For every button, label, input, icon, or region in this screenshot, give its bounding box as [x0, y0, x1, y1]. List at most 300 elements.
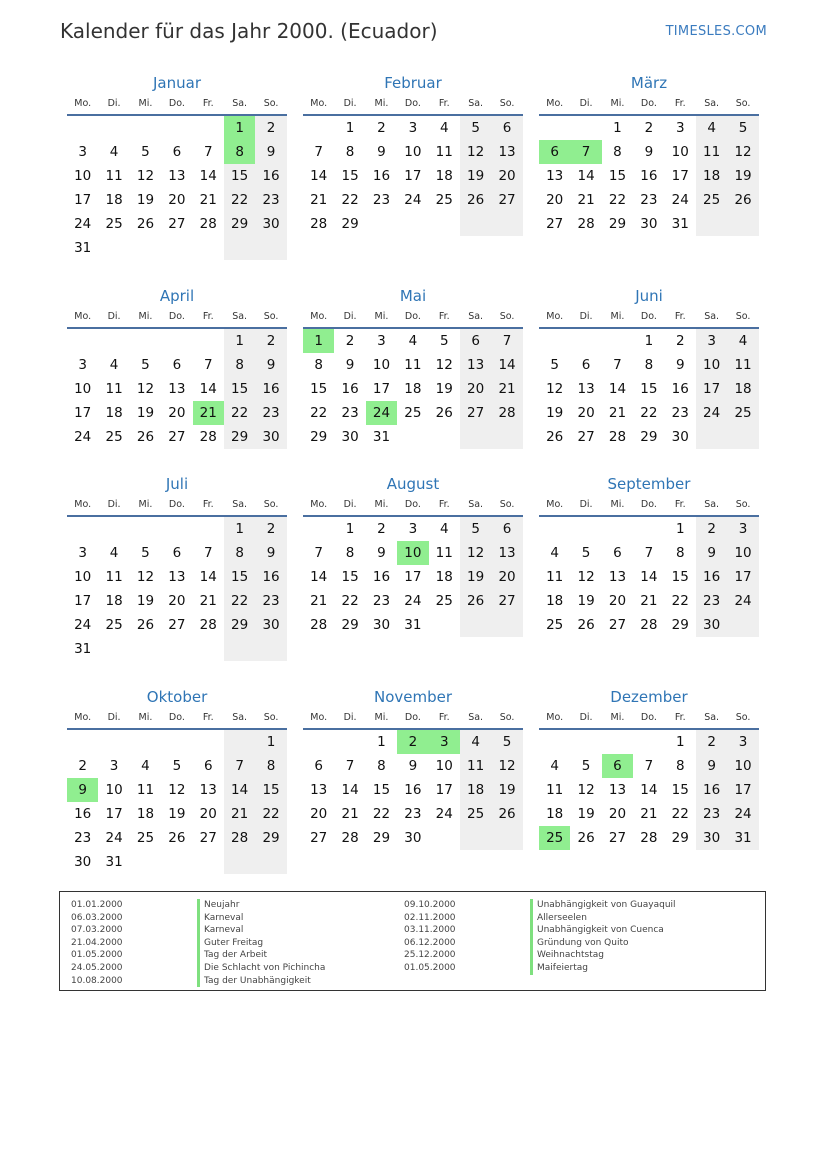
- weekday-label: Do.: [640, 499, 657, 510]
- weekday-label: Fr.: [438, 712, 450, 723]
- day-cell: 11: [105, 381, 123, 397]
- day-cell: 12: [168, 782, 186, 798]
- day-cell: 14: [640, 782, 658, 798]
- day-cell: 14: [310, 569, 328, 585]
- day-cell: 28: [310, 617, 328, 633]
- weekday-label: So.: [499, 311, 515, 322]
- day-cell: 18: [435, 569, 453, 585]
- holiday-entry: [404, 924, 734, 937]
- day-cell: 24: [696, 401, 727, 425]
- holiday-name: Tag der Arbeit: [197, 949, 267, 962]
- day-cell: 24: [74, 216, 92, 232]
- holiday-day-cell: 1: [224, 116, 255, 140]
- empty-cell: [491, 613, 522, 637]
- day-cell: 3: [727, 517, 758, 541]
- day-cell: 3: [78, 357, 87, 373]
- month-august: [303, 473, 523, 637]
- day-cell: 16: [372, 168, 391, 184]
- weekday-label: Mo.: [546, 712, 564, 723]
- holiday-day-cell: 7: [570, 140, 601, 164]
- day-cell: 25: [435, 593, 453, 609]
- empty-cell: [98, 236, 129, 260]
- day-cell: 16: [696, 778, 727, 802]
- weekday-label: Sa.: [468, 98, 484, 109]
- empty-cell: [224, 730, 255, 754]
- empty-cell: [429, 613, 460, 637]
- month-oktober: [67, 686, 287, 874]
- day-cell: 31: [372, 429, 391, 445]
- day-cell: 26: [460, 589, 491, 613]
- weekday-label: Sa.: [232, 499, 248, 510]
- weekday-label: Mi.: [374, 499, 389, 510]
- day-cell: 15: [310, 381, 328, 397]
- day-cell: 28: [608, 429, 627, 445]
- day-cell: 21: [199, 192, 217, 208]
- weekday-label: Mi.: [138, 311, 153, 322]
- day-cell: 28: [640, 830, 658, 846]
- empty-cell: [130, 850, 161, 874]
- day-cell: 9: [255, 541, 286, 565]
- empty-cell: [696, 425, 727, 449]
- day-cell: 22: [341, 593, 359, 609]
- day-cell: 22: [224, 589, 255, 613]
- day-cell: 25: [727, 401, 758, 425]
- day-cell: 15: [224, 377, 255, 401]
- weekday-label: So.: [735, 499, 751, 510]
- day-cell: 9: [675, 357, 685, 373]
- day-cell: 25: [105, 617, 123, 633]
- holiday-name: Karneval: [197, 912, 243, 925]
- day-cell: 1: [613, 120, 622, 136]
- day-cell: 20: [168, 192, 186, 208]
- day-cell: 18: [105, 405, 123, 421]
- day-cell: 5: [581, 545, 591, 561]
- weekday-label: Mo.: [546, 499, 564, 510]
- day-cell: 29: [372, 830, 391, 846]
- day-cell: 3: [78, 545, 87, 561]
- day-cell: 22: [640, 405, 658, 421]
- day-cell: 2: [377, 120, 386, 136]
- day-cell: 25: [460, 802, 491, 826]
- day-cell: 12: [577, 782, 595, 798]
- day-cell: 1: [345, 120, 355, 136]
- day-cell: 31: [74, 240, 92, 256]
- day-cell: 30: [255, 613, 286, 637]
- empty-cell: [602, 517, 633, 541]
- empty-cell: [539, 517, 570, 541]
- weekday-label: Do.: [168, 499, 185, 510]
- day-cell: 10: [727, 541, 758, 565]
- month-name: März: [630, 74, 668, 92]
- weekday-label: Fr.: [202, 499, 214, 510]
- day-cell: 15: [640, 381, 658, 397]
- day-cell: 12: [460, 541, 491, 565]
- day-cell: 26: [168, 830, 186, 846]
- day-cell: 4: [439, 521, 449, 537]
- weekday-label: Di.: [343, 499, 357, 510]
- month-februar: [303, 72, 523, 236]
- month-name: Juni: [635, 287, 663, 305]
- day-cell: 31: [74, 641, 92, 657]
- weekday-label: So.: [263, 311, 279, 322]
- day-cell: 8: [377, 758, 386, 774]
- day-cell: 4: [109, 357, 119, 373]
- day-cell: 15: [341, 569, 359, 585]
- day-cell: 29: [341, 617, 359, 633]
- day-cell: 10: [696, 353, 727, 377]
- empty-cell: [193, 236, 224, 260]
- day-cell: 21: [341, 806, 359, 822]
- day-cell: 10: [74, 569, 92, 585]
- day-cell: 1: [675, 521, 685, 537]
- day-cell: 26: [460, 188, 491, 212]
- weekday-label: Mi.: [138, 712, 153, 723]
- day-cell: 4: [408, 333, 418, 349]
- empty-cell: [67, 517, 98, 541]
- day-cell: 25: [696, 188, 727, 212]
- day-cell: 13: [460, 353, 491, 377]
- empty-cell: [397, 212, 428, 236]
- empty-cell: [161, 850, 192, 874]
- day-cell: 13: [608, 569, 627, 585]
- empty-cell: [224, 850, 255, 874]
- day-cell: 1: [345, 521, 355, 537]
- empty-cell: [570, 517, 601, 541]
- empty-cell: [460, 826, 491, 850]
- empty-cell: [161, 637, 192, 661]
- holiday-date: 06.12.2000: [404, 937, 456, 948]
- weekday-label: Sa.: [468, 499, 484, 510]
- weekday-header: [539, 495, 759, 517]
- day-cell: 19: [577, 806, 595, 822]
- day-cell: 30: [74, 854, 92, 870]
- weekday-label: Mo.: [310, 712, 328, 723]
- holiday-day-cell: 8: [224, 140, 255, 164]
- day-cell: 19: [136, 593, 155, 609]
- day-cell: 26: [435, 405, 453, 421]
- day-cell: 21: [224, 802, 255, 826]
- empty-cell: [429, 212, 460, 236]
- day-cell: 10: [404, 144, 422, 160]
- day-cell: 19: [136, 192, 155, 208]
- day-cell: 24: [404, 593, 422, 609]
- weekday-label: Mo.: [74, 311, 92, 322]
- day-cell: 12: [136, 381, 155, 397]
- day-cell: 2: [78, 758, 87, 774]
- day-cell: 13: [546, 168, 564, 184]
- day-cell: 10: [671, 144, 689, 160]
- empty-cell: [130, 637, 161, 661]
- weekday-label: Do.: [404, 311, 421, 322]
- weekday-label: Fr.: [674, 712, 686, 723]
- day-cell: 22: [671, 593, 689, 609]
- weekday-label: Mi.: [610, 712, 625, 723]
- day-cell: 21: [640, 593, 658, 609]
- weekday-label: So.: [499, 499, 515, 510]
- day-cell: 26: [577, 830, 595, 846]
- day-cell: 20: [460, 377, 491, 401]
- empty-cell: [161, 116, 192, 140]
- day-cell: 15: [224, 164, 255, 188]
- day-cell: 6: [203, 758, 213, 774]
- day-cell: 18: [404, 381, 422, 397]
- holiday-date: 09.10.2000: [404, 900, 456, 910]
- month-name: August: [386, 475, 440, 493]
- weekday-label: Mo.: [310, 499, 328, 510]
- day-cell: 22: [255, 802, 286, 826]
- day-cell: 18: [435, 168, 453, 184]
- day-cell: 23: [372, 192, 391, 208]
- day-cell: 5: [550, 357, 559, 373]
- day-cell: 6: [491, 517, 522, 541]
- weekday-label: Di.: [579, 98, 593, 109]
- day-cell: 2: [255, 329, 286, 353]
- day-cell: 27: [608, 617, 627, 633]
- day-cell: 19: [546, 405, 564, 421]
- holiday-entry: [71, 899, 401, 912]
- holiday-day-cell: 21: [193, 401, 224, 425]
- day-cell: 2: [696, 517, 727, 541]
- empty-cell: [130, 730, 161, 754]
- day-cell: 9: [255, 353, 286, 377]
- day-cell: 27: [608, 830, 627, 846]
- empty-cell: [303, 730, 334, 754]
- day-cell: 14: [640, 569, 658, 585]
- day-cell: 12: [136, 569, 155, 585]
- empty-cell: [224, 236, 255, 260]
- day-cell: 15: [255, 778, 286, 802]
- weekday-label: Mo.: [74, 712, 92, 723]
- day-cell: 4: [141, 758, 150, 774]
- weekday-label: Mi.: [610, 499, 625, 510]
- weekday-label: Fr.: [674, 311, 686, 322]
- day-cell: 3: [78, 144, 87, 160]
- day-cell: 10: [105, 782, 123, 798]
- holiday-name: Unabhängigkeit von Guayaquil: [530, 899, 676, 912]
- day-cell: 7: [345, 758, 355, 774]
- day-cell: 3: [377, 333, 386, 349]
- day-cell: 2: [696, 730, 727, 754]
- day-cell: 4: [550, 545, 559, 561]
- day-cell: 28: [341, 830, 359, 846]
- weekday-label: So.: [263, 98, 279, 109]
- empty-cell: [255, 637, 286, 661]
- day-cell: 6: [613, 545, 622, 561]
- day-cell: 30: [404, 830, 422, 846]
- day-cell: 10: [74, 168, 92, 184]
- day-cell: 12: [577, 569, 595, 585]
- holiday-entry: [71, 949, 401, 962]
- day-cell: 20: [310, 806, 328, 822]
- day-cell: 9: [345, 357, 355, 373]
- day-grid: [539, 116, 759, 236]
- weekday-label: Sa.: [704, 712, 720, 723]
- day-cell: 16: [372, 569, 391, 585]
- weekday-label: Do.: [404, 499, 421, 510]
- holiday-entry: [71, 962, 401, 975]
- holiday-entry: [404, 949, 734, 962]
- day-cell: 23: [640, 192, 658, 208]
- month-name: November: [373, 688, 453, 706]
- empty-cell: [193, 116, 224, 140]
- day-cell: 25: [546, 617, 564, 633]
- day-cell: 18: [546, 593, 564, 609]
- empty-cell: [98, 329, 129, 353]
- day-cell: 14: [199, 168, 217, 184]
- holiday-date: 24.05.2000: [71, 962, 123, 973]
- day-cell: 31: [727, 826, 758, 850]
- day-cell: 29: [671, 617, 689, 633]
- holiday-date: 01.05.2000: [71, 950, 123, 961]
- empty-cell: [491, 826, 522, 850]
- weekday-header: [67, 307, 287, 329]
- weekday-label: Fr.: [438, 499, 450, 510]
- weekday-label: So.: [499, 712, 515, 723]
- empty-cell: [334, 730, 365, 754]
- weekday-label: Do.: [640, 98, 657, 109]
- day-cell: 4: [109, 144, 119, 160]
- weekday-label: So.: [263, 499, 279, 510]
- day-cell: 27: [577, 429, 595, 445]
- empty-cell: [193, 850, 224, 874]
- day-cell: 11: [105, 168, 123, 184]
- weekday-label: Do.: [640, 311, 657, 322]
- day-cell: 2: [255, 116, 286, 140]
- holiday-date: 21.04.2000: [71, 937, 123, 948]
- empty-cell: [429, 826, 460, 850]
- day-cell: 23: [341, 405, 359, 421]
- day-cell: 26: [136, 429, 155, 445]
- weekday-label: Di.: [107, 311, 121, 322]
- weekday-label: Mi.: [138, 499, 153, 510]
- holiday-name: Die Schlacht von Pichincha: [197, 962, 325, 975]
- holiday-column-2: [404, 899, 734, 975]
- day-cell: 29: [310, 429, 328, 445]
- month-mai: [303, 285, 523, 449]
- day-cell: 20: [608, 806, 627, 822]
- day-cell: 31: [671, 216, 689, 232]
- holiday-date: 07.03.2000: [71, 925, 123, 936]
- weekday-label: Fr.: [674, 98, 686, 109]
- brand-link[interactable]: TIMESLES.COM: [665, 24, 767, 39]
- day-cell: 27: [310, 830, 328, 846]
- day-cell: 31: [404, 617, 422, 633]
- weekday-label: So.: [499, 98, 515, 109]
- empty-cell: [460, 613, 491, 637]
- month-name: Februar: [384, 74, 442, 92]
- empty-cell: [193, 517, 224, 541]
- empty-cell: [193, 637, 224, 661]
- day-cell: 29: [224, 613, 255, 637]
- empty-cell: [491, 212, 522, 236]
- day-cell: 9: [696, 754, 727, 778]
- day-cell: 5: [727, 116, 758, 140]
- day-cell: 28: [310, 216, 328, 232]
- month-name: Oktober: [146, 688, 208, 706]
- day-cell: 21: [577, 192, 595, 208]
- day-cell: 14: [310, 168, 328, 184]
- day-cell: 3: [696, 329, 727, 353]
- empty-cell: [67, 116, 98, 140]
- day-cell: 8: [345, 545, 355, 561]
- day-cell: 19: [460, 565, 491, 589]
- day-cell: 7: [314, 545, 323, 561]
- day-cell: 15: [341, 168, 359, 184]
- empty-cell: [602, 329, 633, 353]
- empty-cell: [633, 517, 664, 541]
- weekday-label: Fr.: [202, 712, 214, 723]
- weekday-label: Fr.: [438, 311, 450, 322]
- weekday-label: Mo.: [310, 311, 328, 322]
- holiday-name: Allerseelen: [530, 912, 587, 925]
- day-cell: 6: [172, 545, 182, 561]
- day-cell: 20: [168, 405, 186, 421]
- weekday-label: Mo.: [546, 311, 564, 322]
- day-cell: 1: [255, 730, 286, 754]
- day-cell: 20: [491, 565, 522, 589]
- day-cell: 29: [255, 826, 286, 850]
- day-cell: 15: [608, 168, 627, 184]
- day-cell: 13: [199, 782, 217, 798]
- day-cell: 26: [136, 216, 155, 232]
- weekday-label: Di.: [343, 712, 357, 723]
- holiday-date: 03.11.2000: [404, 925, 456, 936]
- day-cell: 1: [224, 517, 255, 541]
- day-cell: 13: [608, 782, 627, 798]
- empty-cell: [67, 329, 98, 353]
- weekday-header: [539, 307, 759, 329]
- weekday-label: Mi.: [374, 311, 389, 322]
- empty-cell: [130, 236, 161, 260]
- day-cell: 24: [435, 806, 453, 822]
- day-cell: 1: [377, 734, 386, 750]
- weekday-label: Di.: [579, 712, 593, 723]
- month-april: [67, 285, 287, 449]
- empty-cell: [255, 850, 286, 874]
- weekday-label: Do.: [404, 98, 421, 109]
- day-cell: 19: [727, 164, 758, 188]
- day-cell: 29: [608, 216, 627, 232]
- weekday-header: [67, 495, 287, 517]
- weekday-label: Mo.: [74, 98, 92, 109]
- holiday-name: Weihnachtstag: [530, 949, 604, 962]
- day-cell: 28: [640, 617, 658, 633]
- day-cell: 19: [168, 806, 186, 822]
- weekday-label: Mi.: [374, 98, 389, 109]
- day-cell: 22: [224, 401, 255, 425]
- month-januar: [67, 72, 287, 260]
- day-cell: 17: [696, 377, 727, 401]
- day-cell: 16: [255, 164, 286, 188]
- day-cell: 17: [74, 593, 92, 609]
- day-cell: 4: [550, 758, 559, 774]
- day-cell: 13: [491, 541, 522, 565]
- day-cell: 5: [141, 144, 150, 160]
- day-cell: 23: [74, 830, 92, 846]
- day-cell: 23: [255, 401, 286, 425]
- day-cell: 17: [74, 405, 92, 421]
- day-cell: 12: [491, 754, 522, 778]
- empty-cell: [98, 517, 129, 541]
- day-cell: 7: [314, 144, 323, 160]
- empty-cell: [570, 329, 601, 353]
- month-november: [303, 686, 523, 850]
- day-cell: 26: [491, 802, 522, 826]
- day-cell: 25: [136, 830, 155, 846]
- empty-cell: [193, 730, 224, 754]
- day-cell: 27: [168, 216, 186, 232]
- day-cell: 17: [435, 782, 453, 798]
